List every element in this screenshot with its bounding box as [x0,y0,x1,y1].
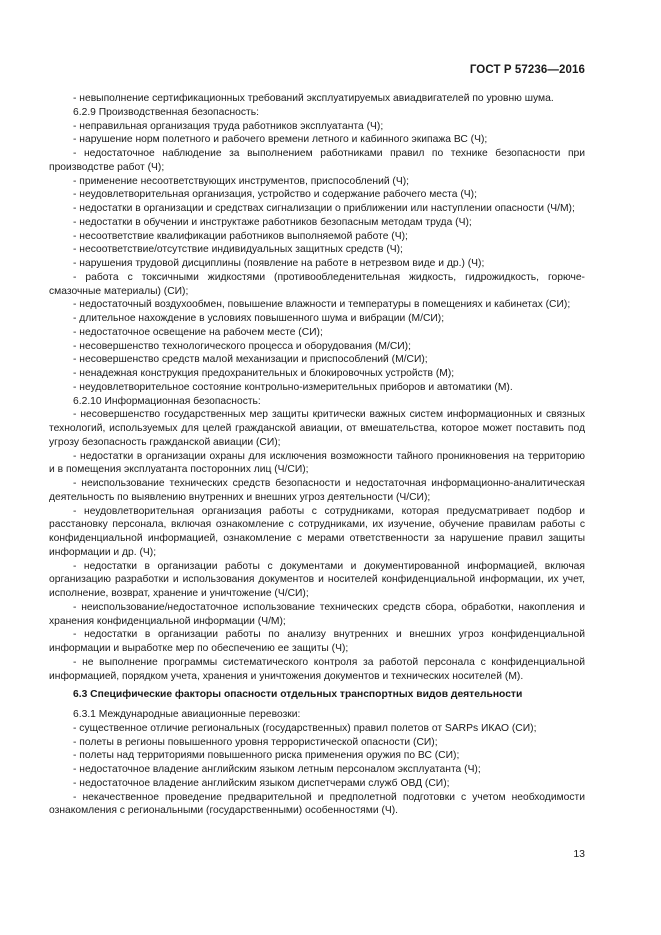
list-item: - недостатки в организации работы по анализу внутренних и внешних угроз конфиденциальной информации и выработке мер по обеспечению ее защиты (Ч); [49,629,585,654]
list-item: - недостаточное владение английским языком летным персоналом эксплуатанта (Ч); [73,764,481,775]
list-item: - недостаточный воздухообмен, повышение влажности и температуры в помещениях и кабинетах (СИ); [73,299,571,311]
document-body [49,92,585,818]
list-item: - нарушение норм полетного и рабочего времени летного и кабинного экипажа ВС (Ч); [73,134,488,146]
list-item: - неудовлетворительное состояние контрольно-измерительных приборов и автоматики (М). [73,381,513,393]
list-item: - полеты над территориями повышенного риска применения оружия по ВС (СИ); [73,750,460,762]
section-6-2-10-title: 6.2.10 Информационная безопасность: [73,395,261,407]
list-item: - недостаточное наблюдение за выполнением работниками правил по технике безопасности при производстве работ (Ч); [49,148,585,173]
page-number: 13 [573,848,585,860]
list-item: - недостатки в организации охраны для исключения возможности тайного проникновения на территорию и в помещения эксплуатанта посторонних лиц (Ч/СИ); [49,450,585,476]
list-item: - неиспользование/недостаточное использование технических средств сбора, обработки, накопления и хранения конфиденциальной информации (Ч/М); [49,601,585,627]
list-item: - полеты в регионы повышенного уровня террористической опасности (СИ); [73,736,438,748]
list-item: - несоответствие квалификации работников выполняемой работе (Ч); [73,230,408,242]
list-item: - недостаточное освещение на рабочем месте (СИ); [73,326,323,338]
list-item: - несовершенство государственных мер защиты критически важных систем информационных и связных технологий, используемых для целей гражданской авиации, от вмешательства, которое может поставить под угрозу безопасность гражданской авиации (СИ); [49,409,585,448]
list-item: - недостатки в организации и средствах сигнализации о приближении или наступлении опасности (Ч/М); [73,203,575,214]
list-item: - некачественное проведение предварительной и предполетной подготовки с учетом необходимости ознакомления с региональными (государственными) особенностями (Ч). [49,791,585,817]
standard-header: ГОСТ Р 57236—2016 [469,64,585,76]
list-item: - неправильная организация труда работников эксплуатанта (Ч); [73,120,384,132]
list-item: - длительное нахождение в условиях повышенного шума и вибрации (М/СИ); [73,313,445,324]
list-item: - несоответствие/отсутствие индивидуальных защитных средств (Ч); [73,244,403,256]
list-item: - недостатки в организации работы с документами и документированной информацией, включая организацию разработки и использования документов и носителей конфиденциальной информации, их учет, исполнение, возврат, хранение и уничтожение (Ч/СИ); [49,560,585,599]
list-item: - не выполнение программы систематического контроля за работой персонала с конфиденциальной информацией, порядком учета, хранения и уничтожения документов и технических носителей (М). [49,656,585,682]
section-6-3-1-list [49,722,585,818]
list-item: - неудовлетворительная организация, устройство и содержание рабочего места (Ч); [73,189,477,201]
section-6-2-9-title: 6.2.9 Производственная безопасность: [73,106,260,118]
list-item: - недостатки в обучении и инструктаже работников безопасным методам труда (Ч); [73,216,472,228]
list-item: - неиспользование технических средств безопасности и недостаточная информационно-аналитическая деятельность по выявлению внутренних и внешних угроз деятельности (Ч/СИ); [49,478,585,503]
list-item: - существенное отличие региональных (государственных) правил полетов от SARPs ИКАО (СИ); [73,722,537,734]
section-6-2-9-list [49,120,585,395]
list-item: - нарушения трудовой дисциплины (появление на работе в нетрезвом виде и др.) (Ч); [73,258,485,269]
list-item: - несовершенство технологического процесса и оборудования (М/СИ); [73,340,411,352]
list-item: - применение несоответствующих инструментов, приспособлений (Ч); [73,175,410,187]
list-item: - несовершенство средств малой механизации и приспособлений (М/СИ); [73,354,428,366]
section-6-3-1-title: 6.3.1 Международные авиационные перевозки: [73,709,301,720]
list-item: - ненадежная конструкция предохранительных и блокировочных устройств (М); [73,368,455,379]
list-item: - недостаточное владение английским языком диспетчерами служб ОВД (СИ); [73,777,450,789]
list-item: - неудовлетворительная организация работы с сотрудниками, которая предусматривает подбор и расстановку персонала, включая ознакомление с сотрудниками, их изучение, обучение правилам работы с конфиденциальной информацией, ознакомление с мерами ответственности за нарушение правил защиты информации и др. (Ч); [49,505,585,558]
paragraph-noise-certification: - невыполнение сертификационных требований эксплуатируемых авиадвигателей по уровню шума. [73,93,554,104]
section-6-3-heading: 6.3 Специфические факторы опасности отдельных транспортных видов деятельности [73,689,523,701]
section-6-2-10-list [49,408,585,683]
list-item: - работа с токсичными жидкостями (противообледенительная жидкость, гидрожидкость, горюче-смазочные материалы) (СИ); [49,271,585,297]
